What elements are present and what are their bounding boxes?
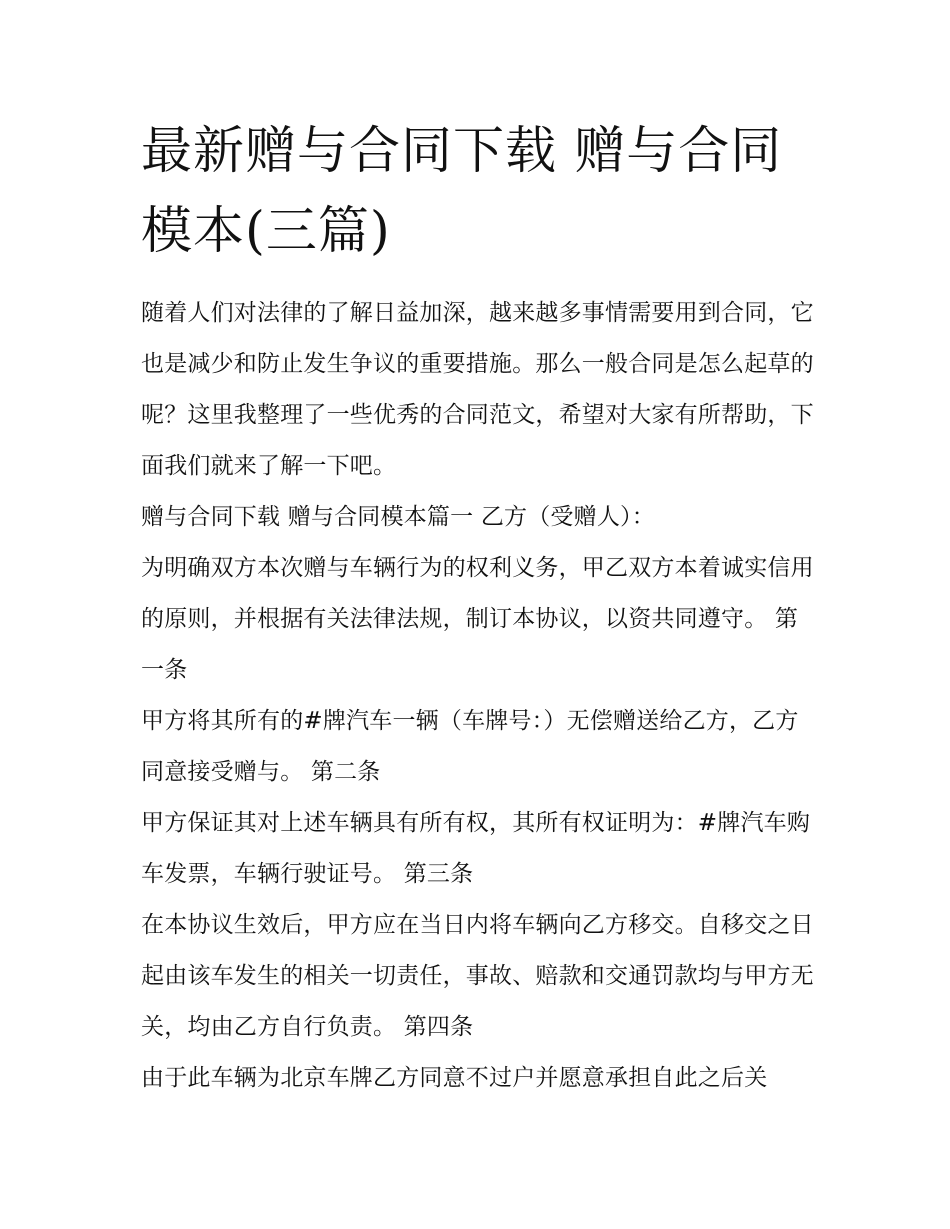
article-4-paragraph: 由于此车辆为北京车牌乙方同意不过户并愿意承担自此之后关 [141, 1065, 768, 1091]
purpose-paragraph: 为明确双方本次赠与车辆行为的权利义务，甲乙双方本着诚实信用的原则，并根据有关法律法规，制订本协议，以资共同遵守。 第一条 [141, 555, 814, 683]
article-2-paragraph: 甲方保证其对上述车辆具有所有权，其所有权证明为：#牌汽车购车发票，车辆行驶证号。 第三条 [141, 810, 811, 887]
article-3-paragraph: 在本协议生效后，甲方应在当日内将车辆向乙方移交。自移交之日起由该车发生的相关一切责任，事故、赔款和交通罚款均与甲方无关，均由乙方自行负责。 第四条 [141, 912, 814, 1040]
intro-paragraph: 随着人们对法律的了解日益加深，越来越多事情需要用到合同，它也是减少和防止发生争议的重要措施。那么一般合同是怎么起草的呢？这里我整理了一些优秀的合同范文，希望对大家有所帮助，下面我们就来了解一下吧。 [141, 300, 814, 479]
document-body [141, 288, 816, 1104]
article-1-paragraph: 甲方将其所有的#牌汽车一辆（车牌号：）无偿赠送给乙方，乙方同意接受赠与。 第二条 [141, 708, 799, 785]
document-page [141, 112, 816, 1104]
section-heading-paragraph: 赠与合同下载 赠与合同模本篇一 乙方（受赠人）： [141, 504, 655, 530]
document-title: 最新赠与合同下载 赠与合同模本(三篇) [141, 122, 783, 261]
